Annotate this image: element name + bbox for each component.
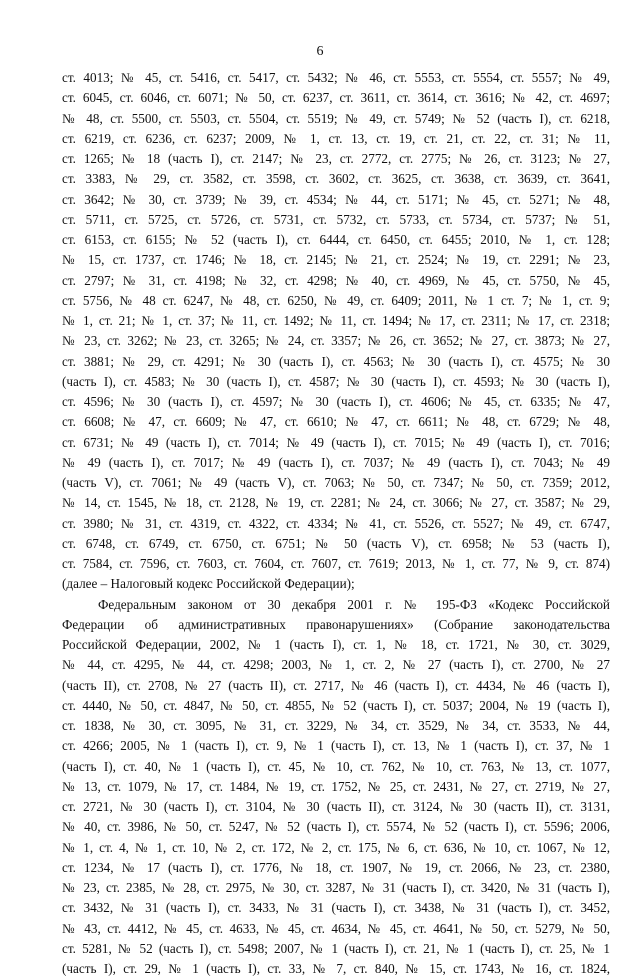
text-line: ст. 4013; № 45, ст. 5416, ст. 5417, ст. 5432; № 46, ст. 5553, ст. 5554, ст. 5557; № 49, [62,68,610,88]
text-line: ст. 4440, № 50, ст. 4847, № 50, ст. 4855, № 52 (часть I), ст. 5037; 2004, № 19 (часть I), [62,696,610,716]
text-line: ст. 7584, ст. 7596, ст. 7603, ст. 7604, ст. 7607, ст. 7619; 2013, № 1, ст. 77, № 9, ст. 874) [62,554,610,574]
text-line: № 14, ст. 1545, № 18, ст. 2128, № 19, ст. 2281; № 24, ст. 3066; № 27, ст. 3587; № 29, [62,493,610,513]
document-body [62,68,610,979]
text-line: (часть II), ст. 2708, № 27 (часть II), ст. 2717, № 46 (часть I), ст. 4434, № 46 (часть I), [62,676,610,696]
text-line: ст. 6045, ст. 6046, ст. 6071; № 50, ст. 6237, ст. 3611, ст. 3614, ст. 3616; № 42, ст. 4697; [62,88,610,108]
text-line: ст. 4266; 2005, № 1 (часть I), ст. 9, № 1 (часть I), ст. 13, № 1 (часть I), ст. 37, № 1 [62,736,610,756]
text-line: ст. 5711, ст. 5725, ст. 5726, ст. 5731, ст. 5732, ст. 5733, ст. 5734, ст. 5737; № 51, [62,210,610,230]
text-line: ст. 5281, № 52 (часть I), ст. 5498; 2007, № 1 (часть I), ст. 21, № 1 (часть I), ст. 25, № 1 [62,939,610,959]
paragraph-tax-code-citations [62,68,610,595]
text-line: (часть I), ст. 29, № 1 (часть I), ст. 33, № 7, ст. 840, № 15, ст. 1743, № 16, ст. 1824, [62,959,610,979]
text-line: ст. 3383, № 29, ст. 3582, ст. 3598, ст. 3602, ст. 3625, ст. 3638, ст. 3639, ст. 3641, [62,169,610,189]
text-line: ст. 6608; № 47, ст. 6609; № 47, ст. 6610; № 47, ст. 6611; № 48, ст. 6729; № 48, [62,412,610,432]
text-line: ст. 3980; № 31, ст. 4319, ст. 4322, ст. 4334; № 41, ст. 5526, ст. 5527; № 49, ст. 6747, [62,514,610,534]
page-number: 6 [0,44,640,60]
text-line: ст. 5756, № 48 ст. 6247, № 48, ст. 6250, № 49, ст. 6409; 2011, № 1 ст. 7; № 1, ст. 9; [62,291,610,311]
text-line: Федерации об административных правонарушениях» (Собрание законодательства [62,615,610,635]
text-line: Российской Федерации, 2002, № 1 (часть I), ст. 1, № 18, ст. 1721, № 30, ст. 3029, [62,635,610,655]
text-line: ст. 4596; № 30 (часть I), ст. 4597; № 30 (часть I), ст. 4606; № 45, ст. 6335; № 47, [62,392,610,412]
text-line: № 43, ст. 4412, № 45, ст. 4633, № 45, ст. 4634, № 45, ст. 4641, № 50, ст. 5279, № 50, [62,919,610,939]
text-line: ст. 3432, № 31 (часть I), ст. 3433, № 31 (часть I), ст. 3438, № 31 (часть I), ст. 3452, [62,898,610,918]
text-line: ст. 3881; № 29, ст. 4291; № 30 (часть I), ст. 4563; № 30 (часть I), ст. 4575; № 30 [62,352,610,372]
text-line: № 48, ст. 5500, ст. 5503, ст. 5504, ст. 5519; № 49, ст. 5749; № 52 (часть I), ст. 6218, [62,109,610,129]
text-line: № 1, ст. 21; № 1, ст. 37; № 11, ст. 1492; № 11, ст. 1494; № 17, ст. 2311; № 17, ст. 2318; [62,311,610,331]
text-line: ст. 6748, ст. 6749, ст. 6750, ст. 6751; № 50 (часть V), ст. 6958; № 53 (часть I), [62,534,610,554]
text-line: ст. 6731; № 49 (часть I), ст. 7014; № 49 (часть I), ст. 7015; № 49 (часть I), ст. 7016; [62,433,610,453]
text-line: № 13, ст. 1079, № 17, ст. 1484, № 19, ст. 1752, № 25, ст. 2431, № 27, ст. 2719, № 27, [62,777,610,797]
text-line: ст. 6153, ст. 6155; № 52 (часть I), ст. 6444, ст. 6450, ст. 6455; 2010, № 1, ст. 128; [62,230,610,250]
text-line: (часть I), ст. 40, № 1 (часть I), ст. 45, № 10, ст. 762, № 10, ст. 763, № 13, ст. 1077, [62,757,610,777]
text-line: № 23, ст. 3262; № 23, ст. 3265; № 24, ст. 3357; № 26, ст. 3652; № 27, ст. 3873; № 27, [62,331,610,351]
text-line: ст. 1265; № 18 (часть I), ст. 2147; № 23, ст. 2772, ст. 2775; № 26, ст. 3123; № 27, [62,149,610,169]
text-line: № 1, ст. 4, № 1, ст. 10, № 2, ст. 172, № 2, ст. 175, № 6, ст. 636, № 10, ст. 1067, № 12, [62,838,610,858]
text-line: (часть V), ст. 7061; № 49 (часть V), ст. 7063; № 50, ст. 7347; № 50, ст. 7359; 2012, [62,473,610,493]
text-line: № 44, ст. 4295, № 44, ст. 4298; 2003, № 1, ст. 2, № 27 (часть I), ст. 2700, № 27 [62,655,610,675]
text-line: ст. 2721, № 30 (часть I), ст. 3104, № 30 (часть II), ст. 3124, № 30 (часть II), ст. 3131, [62,797,610,817]
text-line: (часть I), ст. 4583; № 30 (часть I), ст. 4587; № 30 (часть I), ст. 4593; № 30 (часть I), [62,372,610,392]
text-line: № 49 (часть I), ст. 7017; № 49 (часть I), ст. 7037; № 49 (часть I), ст. 7043; № 49 [62,453,610,473]
text-line: ст. 3642; № 30, ст. 3739; № 39, ст. 4534; № 44, ст. 5171; № 45, ст. 5271; № 48, [62,190,610,210]
text-line: (далее – Налоговый кодекс Российской Федерации); [62,574,610,594]
text-line: № 40, ст. 3986, № 50, ст. 5247, № 52 (часть I), ст. 5574, № 52 (часть I), ст. 5596; 2006, [62,817,610,837]
text-line: ст. 2797; № 31, ст. 4198; № 32, ст. 4298; № 40, ст. 4969, № 45, ст. 5750, № 45, [62,271,610,291]
text-line: Федеральным законом от 30 декабря 2001 г. № 195-ФЗ «Кодекс Российской [62,595,610,615]
text-line: № 23, ст. 2385, № 28, ст. 2975, № 30, ст. 3287, № 31 (часть I), ст. 3420, № 31 (часть I), [62,878,610,898]
paragraph-administrative-code [62,595,610,979]
text-line: № 15, ст. 1737, ст. 1746; № 18, ст. 2145; № 21, ст. 2524; № 19, ст. 2291; № 23, [62,250,610,270]
text-line: ст. 6219, ст. 6236, ст. 6237; 2009, № 1, ст. 13, ст. 19, ст. 21, ст. 22, ст. 31; № 11, [62,129,610,149]
text-line: ст. 1234, № 17 (часть I), ст. 1776, № 18, ст. 1907, № 19, ст. 2066, № 23, ст. 2380, [62,858,610,878]
text-line: ст. 1838, № 30, ст. 3095, № 31, ст. 3229, № 34, ст. 3529, № 34, ст. 3533, № 44, [62,716,610,736]
